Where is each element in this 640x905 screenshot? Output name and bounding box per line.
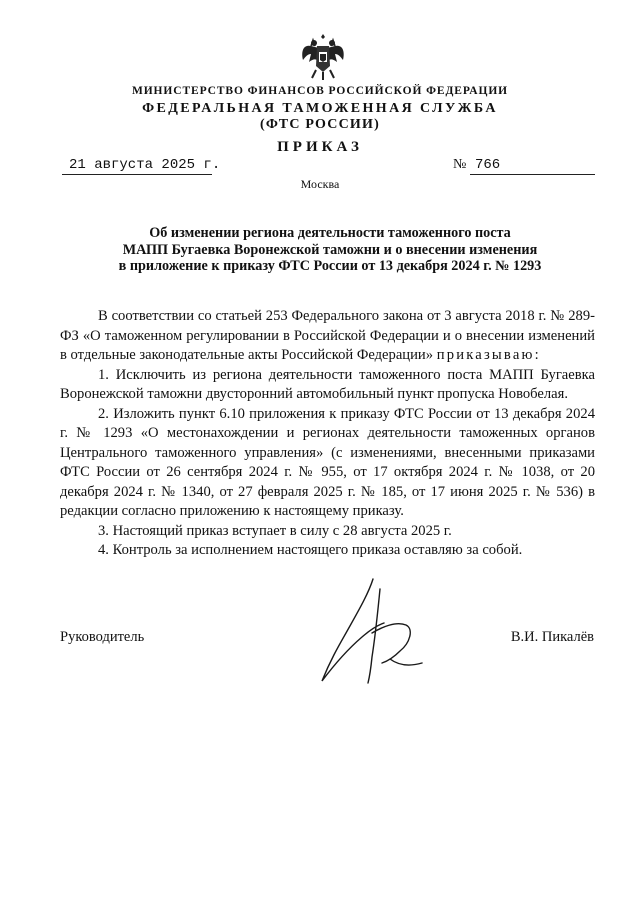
preamble-order-word: приказываю: bbox=[436, 347, 541, 363]
signer-name: В.И. Пикалёв bbox=[510, 629, 594, 645]
service-abbreviation: (ФТС РОССИИ) bbox=[260, 117, 380, 132]
order-number-label: № bbox=[453, 157, 467, 172]
order-number: 766 bbox=[475, 157, 501, 173]
preamble-paragraph bbox=[60, 307, 595, 366]
subject-line: Об изменении региона деятельности таможенного поста bbox=[149, 225, 511, 241]
russian-double-headed-eagle-icon bbox=[299, 32, 347, 82]
preamble-text: В соответствии со статьей 253 Федерального закона от 3 августа 2018 г. № 289-ФЗ «О таможенном регулировании в Российской Федерации и о внесении изменений в отдельные законодательные акты Российской Федерации» bbox=[60, 308, 595, 363]
subject-line: МАПП Бугаевка Воронежской таможни и о внесении изменения bbox=[122, 241, 538, 258]
document-type-title: ПРИКАЗ bbox=[277, 139, 363, 155]
number-underline bbox=[470, 174, 595, 175]
signer-role: Руководитель bbox=[60, 629, 145, 645]
order-item: 3. Настоящий приказ вступает в силу с 28 августа 2025 г. bbox=[98, 522, 452, 539]
subject-line: в приложение к приказу ФТС России от 13 декабря 2024 г. № 1293 bbox=[118, 258, 542, 274]
order-item: 2. Изложить пункт 6.10 приложения к приказу ФТС России от 13 декабря 2024 г. № 1293 «О местонахождении и регионах деятельности таможенных органов Центрального таможенного управления» (с изменениями, внесенными приказами ФТС России от 26 сентября 2024 г. № 955, от 17 октября 2024 г. № 1038, от 20 декабря 2024 г. № 1340, от 27 февраля 2025 г. № 185, от 17 июня 2025 г. № 536) в редакции согласно приложению к настоящему приказу. bbox=[60, 405, 595, 519]
order-date: 21 августа 2025 г. bbox=[69, 157, 221, 173]
date-underline bbox=[62, 174, 212, 175]
order-item: 1. Исключить из региона деятельности таможенного поста МАПП Бугаевка Воронежской таможни двусторонний автомобильный пункт пропуска Новобелая. bbox=[60, 366, 595, 402]
order-subject bbox=[60, 225, 600, 275]
handwritten-signature-icon bbox=[318, 575, 428, 690]
issue-city: Москва bbox=[300, 177, 340, 191]
service-name: ФЕДЕРАЛЬНАЯ ТАМОЖЕННАЯ СЛУЖБА bbox=[142, 101, 498, 116]
ministry-name: МИНИСТЕРСТВО ФИНАНСОВ РОССИЙСКОЙ ФЕДЕРАЦИИ bbox=[131, 85, 509, 97]
order-body bbox=[60, 307, 595, 561]
order-item: 4. Контроль за исполнением настоящего приказа оставляю за собой. bbox=[98, 542, 523, 558]
